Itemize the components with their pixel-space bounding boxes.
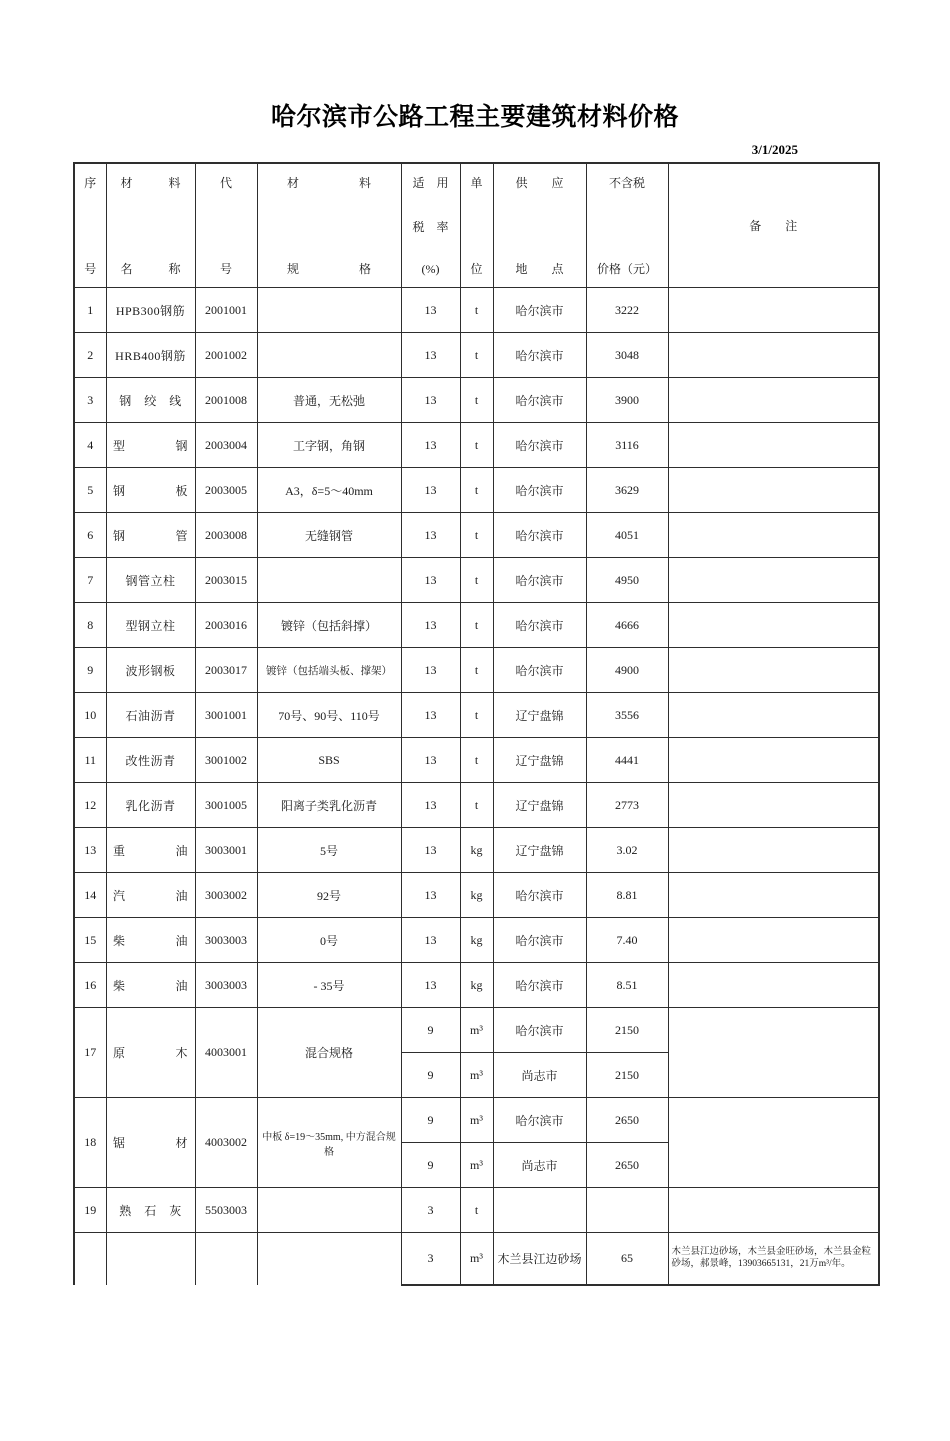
cell-tax-rate: 13	[401, 558, 460, 603]
cell-supply-place: 哈尔滨市	[493, 1098, 586, 1143]
table-row	[74, 288, 879, 333]
table-row	[74, 693, 879, 738]
cell-code	[195, 1233, 257, 1285]
cell-code: 5503003	[195, 1188, 257, 1233]
table-row	[74, 1233, 879, 1285]
cell-unit: t	[460, 288, 493, 333]
cell-material-name: 钢 管	[106, 513, 195, 558]
header-cell-supply-place: 供 应 地 点	[493, 163, 586, 288]
cell-spec: 镀锌（包括端头板、撑架）	[257, 648, 401, 693]
table-row	[74, 378, 879, 423]
cell-serial: 17	[74, 1008, 106, 1098]
cell-serial: 15	[74, 918, 106, 963]
cell-material-name: 改性沥青	[106, 738, 195, 783]
cell-remark	[668, 873, 879, 918]
cell-price: 4900	[586, 648, 668, 693]
cell-serial: 14	[74, 873, 106, 918]
cell-code: 4003001	[195, 1008, 257, 1098]
table-row	[74, 828, 879, 873]
cell-tax-rate: 13	[401, 918, 460, 963]
cell-tax-rate: 9	[401, 1008, 460, 1053]
cell-supply-place: 哈尔滨市	[493, 1008, 586, 1053]
cell-supply-place: 哈尔滨市	[493, 558, 586, 603]
cell-unit: kg	[460, 963, 493, 1008]
header-cell-serial: 序 号	[74, 163, 106, 288]
cell-supply-place: 哈尔滨市	[493, 873, 586, 918]
cell-spec: 无缝钢管	[257, 513, 401, 558]
table-row	[74, 513, 879, 558]
table-row	[74, 738, 879, 783]
cell-serial: 5	[74, 468, 106, 513]
cell-supply-place	[493, 1188, 586, 1233]
cell-unit: t	[460, 513, 493, 558]
cell-serial: 4	[74, 423, 106, 468]
header-cell-remark: 备 注	[668, 163, 879, 288]
cell-spec: 5号	[257, 828, 401, 873]
cell-supply-place: 哈尔滨市	[493, 603, 586, 648]
cell-spec: 镀锌（包括斜撑）	[257, 603, 401, 648]
cell-unit: m³	[460, 1053, 493, 1098]
cell-spec	[257, 333, 401, 378]
cell-tax-rate: 13	[401, 648, 460, 693]
cell-price: 3900	[586, 378, 668, 423]
cell-unit: kg	[460, 828, 493, 873]
cell-code: 3001005	[195, 783, 257, 828]
cell-remark	[668, 513, 879, 558]
table-row	[74, 873, 879, 918]
cell-material-name: 钢 板	[106, 468, 195, 513]
cell-remark	[668, 963, 879, 1008]
cell-material-name: 锯 材	[106, 1098, 195, 1188]
cell-tax-rate: 13	[401, 963, 460, 1008]
cell-unit: t	[460, 423, 493, 468]
cell-supply-place: 哈尔滨市	[493, 513, 586, 558]
cell-remark	[668, 468, 879, 513]
cell-serial: 7	[74, 558, 106, 603]
cell-serial: 8	[74, 603, 106, 648]
cell-unit: kg	[460, 918, 493, 963]
cell-price: 2773	[586, 783, 668, 828]
cell-code: 2003015	[195, 558, 257, 603]
cell-unit: t	[460, 693, 493, 738]
cell-price: 3556	[586, 693, 668, 738]
cell-spec: 70号、90号、110号	[257, 693, 401, 738]
cell-tax-rate: 13	[401, 513, 460, 558]
cell-remark	[668, 288, 879, 333]
cell-remark	[668, 378, 879, 423]
cell-spec: SBS	[257, 738, 401, 783]
cell-serial: 16	[74, 963, 106, 1008]
cell-serial	[74, 1233, 106, 1285]
table-row	[74, 918, 879, 963]
cell-serial: 1	[74, 288, 106, 333]
cell-supply-place: 尚志市	[493, 1053, 586, 1098]
cell-unit: m³	[460, 1008, 493, 1053]
cell-unit: t	[460, 378, 493, 423]
cell-code: 2003016	[195, 603, 257, 648]
header-cell-material-name: 材 料 名 称	[106, 163, 195, 288]
table-row	[74, 603, 879, 648]
cell-tax-rate: 13	[401, 603, 460, 648]
cell-material-name: 重 油	[106, 828, 195, 873]
table-row	[74, 1098, 879, 1143]
header-cell-spec: 材 料 规 格	[257, 163, 401, 288]
cell-remark	[668, 1188, 879, 1233]
cell-unit: m³	[460, 1098, 493, 1143]
cell-serial: 18	[74, 1098, 106, 1188]
cell-remark	[668, 423, 879, 468]
date-label: 3/1/2025	[751, 142, 798, 157]
cell-remark	[668, 1008, 879, 1098]
cell-code: 2001008	[195, 378, 257, 423]
cell-serial: 6	[74, 513, 106, 558]
cell-spec: 工字钢，角钢	[257, 423, 401, 468]
cell-spec: 0号	[257, 918, 401, 963]
cell-code: 2003005	[195, 468, 257, 513]
cell-tax-rate: 9	[401, 1098, 460, 1143]
table-row	[74, 648, 879, 693]
cell-unit: t	[460, 558, 493, 603]
cell-serial: 10	[74, 693, 106, 738]
cell-unit: t	[460, 468, 493, 513]
cell-code: 4003002	[195, 1098, 257, 1188]
cell-unit: kg	[460, 873, 493, 918]
cell-price: 3048	[586, 333, 668, 378]
cell-material-name: 波形钢板	[106, 648, 195, 693]
header-row	[74, 163, 879, 288]
cell-supply-place: 哈尔滨市	[493, 918, 586, 963]
cell-material-name: 柴 油	[106, 918, 195, 963]
cell-spec: 普通，无松弛	[257, 378, 401, 423]
table-row	[74, 468, 879, 513]
cell-code: 3003003	[195, 918, 257, 963]
table-row	[74, 783, 879, 828]
cell-tax-rate: 13	[401, 423, 460, 468]
cell-remark	[668, 558, 879, 603]
cell-price: 2150	[586, 1008, 668, 1053]
cell-remark	[668, 738, 879, 783]
cell-supply-place: 哈尔滨市	[493, 288, 586, 333]
table-row	[74, 333, 879, 378]
cell-material-name: 钢管立柱	[106, 558, 195, 603]
cell-serial: 3	[74, 378, 106, 423]
cell-code: 2003008	[195, 513, 257, 558]
cell-remark	[668, 648, 879, 693]
table-row	[74, 558, 879, 603]
cell-price: 4950	[586, 558, 668, 603]
cell-spec: 混合规格	[257, 1008, 401, 1098]
cell-supply-place: 尚志市	[493, 1143, 586, 1188]
cell-code: 3003003	[195, 963, 257, 1008]
cell-code: 3001002	[195, 738, 257, 783]
cell-tax-rate: 13	[401, 288, 460, 333]
cell-price: 4441	[586, 738, 668, 783]
cell-material-name: HPB300钢筋	[106, 288, 195, 333]
cell-spec	[257, 558, 401, 603]
cell-price: 2650	[586, 1143, 668, 1188]
cell-supply-place: 哈尔滨市	[493, 423, 586, 468]
cell-price: 3222	[586, 288, 668, 333]
cell-price: 3.02	[586, 828, 668, 873]
cell-unit: t	[460, 603, 493, 648]
cell-unit: t	[460, 738, 493, 783]
cell-supply-place: 辽宁盘锦	[493, 693, 586, 738]
cell-tax-rate: 13	[401, 738, 460, 783]
cell-material-name: 型 钢	[106, 423, 195, 468]
cell-code: 2001002	[195, 333, 257, 378]
cell-unit: t	[460, 333, 493, 378]
cell-code: 3001001	[195, 693, 257, 738]
cell-serial: 9	[74, 648, 106, 693]
cell-serial: 2	[74, 333, 106, 378]
cell-serial: 12	[74, 783, 106, 828]
cell-spec: 92号	[257, 873, 401, 918]
cell-spec	[257, 1188, 401, 1233]
cell-remark	[668, 693, 879, 738]
cell-spec: 中板 δ=19～35mm, 中方混合规格	[257, 1098, 401, 1188]
cell-material-name	[106, 1233, 195, 1285]
cell-unit: t	[460, 1188, 493, 1233]
cell-supply-place: 哈尔滨市	[493, 648, 586, 693]
cell-supply-place: 辽宁盘锦	[493, 783, 586, 828]
cell-tax-rate: 3	[401, 1233, 460, 1285]
cell-material-name: 柴 油	[106, 963, 195, 1008]
cell-material-name: 汽 油	[106, 873, 195, 918]
cell-supply-place: 哈尔滨市	[493, 378, 586, 423]
header-cell-tax-rate: 适 用 税 率 (%)	[401, 163, 460, 288]
cell-supply-place: 哈尔滨市	[493, 333, 586, 378]
cell-spec: - 35号	[257, 963, 401, 1008]
cell-material-name: 熟 石 灰	[106, 1188, 195, 1233]
cell-supply-place: 木兰县江边砂场	[493, 1233, 586, 1285]
cell-remark	[668, 333, 879, 378]
cell-supply-place: 哈尔滨市	[493, 963, 586, 1008]
table-row	[74, 1008, 879, 1053]
table-row	[74, 963, 879, 1008]
cell-spec	[257, 1233, 401, 1285]
cell-price: 2650	[586, 1098, 668, 1143]
cell-unit: t	[460, 783, 493, 828]
cell-material-name: 原 木	[106, 1008, 195, 1098]
cell-code: 3003002	[195, 873, 257, 918]
cell-tax-rate: 9	[401, 1143, 460, 1188]
cell-serial: 19	[74, 1188, 106, 1233]
cell-tax-rate: 13	[401, 468, 460, 513]
cell-tax-rate: 13	[401, 378, 460, 423]
cell-tax-rate: 13	[401, 828, 460, 873]
cell-spec	[257, 288, 401, 333]
cell-price	[586, 1188, 668, 1233]
cell-remark: 木兰县江边砂场，木兰县金旺砂场，木兰县金粒砂场，郝景峰，13903665131，21万m³/年。	[668, 1233, 879, 1285]
cell-tax-rate: 13	[401, 873, 460, 918]
cell-material-name: 乳化沥青	[106, 783, 195, 828]
cell-price: 3116	[586, 423, 668, 468]
cell-material-name: 钢 绞 线	[106, 378, 195, 423]
cell-remark	[668, 783, 879, 828]
cell-tax-rate: 9	[401, 1053, 460, 1098]
cell-unit: m³	[460, 1143, 493, 1188]
cell-remark	[668, 1098, 879, 1188]
cell-tax-rate: 13	[401, 783, 460, 828]
cell-price: 2150	[586, 1053, 668, 1098]
cell-spec: 阳离子类乳化沥青	[257, 783, 401, 828]
header-cell-unit: 单 位	[460, 163, 493, 288]
cell-material-name: HRB400钢筋	[106, 333, 195, 378]
cell-price: 4051	[586, 513, 668, 558]
table-row	[74, 1188, 879, 1233]
cell-supply-place: 辽宁盘锦	[493, 738, 586, 783]
cell-remark	[668, 918, 879, 963]
cell-code: 2003004	[195, 423, 257, 468]
cell-material-name: 石油沥青	[106, 693, 195, 738]
cell-serial: 11	[74, 738, 106, 783]
page-title: 哈尔滨市公路工程主要建筑材料价格	[270, 104, 679, 131]
cell-spec: A3，δ=5～40mm	[257, 468, 401, 513]
cell-tax-rate: 3	[401, 1188, 460, 1233]
cell-remark	[668, 828, 879, 873]
cell-material-name: 型钢立柱	[106, 603, 195, 648]
header-cell-code: 代 号	[195, 163, 257, 288]
cell-price: 8.51	[586, 963, 668, 1008]
cell-price: 7.40	[586, 918, 668, 963]
cell-serial: 13	[74, 828, 106, 873]
cell-supply-place: 哈尔滨市	[493, 468, 586, 513]
cell-price: 3629	[586, 468, 668, 513]
cell-unit: m³	[460, 1233, 493, 1285]
cell-tax-rate: 13	[401, 333, 460, 378]
cell-unit: t	[460, 648, 493, 693]
table-row	[74, 423, 879, 468]
cell-remark	[668, 603, 879, 648]
cell-supply-place: 辽宁盘锦	[493, 828, 586, 873]
cell-tax-rate: 13	[401, 693, 460, 738]
header-cell-price: 不含税 价格（元）	[586, 163, 668, 288]
cell-price: 8.81	[586, 873, 668, 918]
cell-price: 65	[586, 1233, 668, 1285]
price-table	[73, 162, 880, 1286]
cell-code: 2001001	[195, 288, 257, 333]
cell-code: 3003001	[195, 828, 257, 873]
cell-price: 4666	[586, 603, 668, 648]
cell-code: 2003017	[195, 648, 257, 693]
